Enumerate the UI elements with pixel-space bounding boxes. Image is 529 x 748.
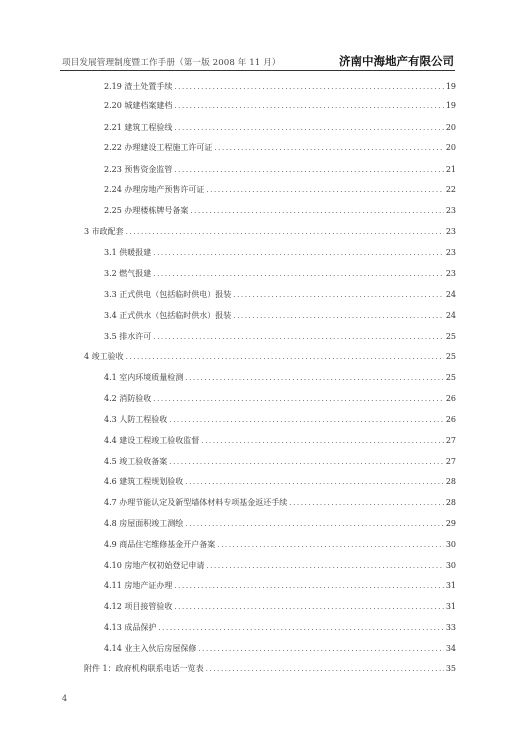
toc-entry-page: 20 (445, 143, 456, 152)
toc-entry-page: 23 (445, 206, 456, 215)
toc-entry[interactable] (104, 435, 456, 447)
toc-leader-dots (185, 372, 444, 384)
toc-entry-page: 23 (445, 227, 456, 236)
toc-leader-dots (206, 184, 443, 196)
toc-entry[interactable] (104, 331, 456, 343)
toc-entry-title: 3.2 燃气报建 (104, 269, 152, 278)
toc-entry[interactable] (104, 622, 456, 634)
toc-entry[interactable] (104, 414, 456, 426)
toc-leader-dots (153, 393, 444, 405)
toc-entry-page: 28 (445, 477, 456, 486)
toc-entry-page: 31 (445, 602, 456, 611)
toc-leader-dots (201, 435, 444, 447)
toc-entry-title: 4.14 业主入伙后房屋保修 (104, 644, 197, 653)
toc-entry[interactable] (104, 184, 456, 196)
toc-entry-title: 3.4 正式供水（包括临时供水）报装 (104, 311, 232, 320)
header-title: 项目发展管理制度暨工作手册（第一版 2008 年 11 月） (62, 58, 281, 68)
header-company: 济南中海地产有限公司 (339, 54, 454, 68)
toc-leader-dots (174, 164, 443, 176)
toc-leader-dots (126, 351, 444, 363)
toc-leader-dots (174, 601, 443, 613)
toc-entry[interactable] (104, 560, 456, 572)
toc-leader-dots (185, 476, 444, 488)
toc-entry-page: 22 (445, 185, 456, 194)
toc-entry[interactable] (104, 247, 456, 259)
toc-entry-page: 25 (445, 332, 456, 341)
toc-entry[interactable] (104, 268, 456, 280)
toc-leader-dots (158, 622, 443, 634)
toc-entry-page: 33 (445, 623, 456, 632)
toc-entry-title: 4 竣工验收 (84, 352, 124, 361)
toc-entry-page: 34 (445, 644, 456, 653)
toc-entry-title: 3 市政配套 (84, 227, 124, 236)
toc-entry-page: 25 (445, 352, 456, 361)
toc-leader-dots (217, 539, 444, 551)
header-rule (60, 70, 455, 71)
toc-entry-page: 25 (445, 373, 456, 382)
toc-entry[interactable] (84, 663, 456, 675)
toc-entry-page: 19 (445, 82, 456, 91)
toc-entry[interactable] (104, 81, 456, 93)
toc-entry-page: 31 (445, 581, 456, 590)
toc-entry[interactable] (104, 142, 456, 154)
toc-entry-title: 4.4 建设工程竣工验收监督 (104, 436, 200, 445)
toc-entry-title: 4.8 房屋面积竣工测绘 (104, 519, 184, 528)
toc-leader-dots (289, 497, 444, 509)
toc-entry-page: 19 (445, 101, 456, 110)
toc-entry[interactable] (84, 351, 456, 363)
toc-leader-dots (233, 289, 444, 301)
toc-entry[interactable] (104, 643, 456, 655)
toc-entry[interactable] (104, 205, 456, 217)
toc-leader-dots (206, 663, 444, 675)
toc-entry[interactable] (104, 476, 456, 488)
toc-entry-title: 4.12 项目接管验收 (104, 602, 173, 611)
toc-leader-dots (198, 643, 443, 655)
toc-leader-dots (174, 580, 443, 592)
toc-entry-page: 27 (445, 436, 456, 445)
toc-entry[interactable] (104, 310, 456, 322)
toc-entry-page: 21 (445, 165, 456, 174)
toc-entry-page: 30 (445, 561, 456, 570)
toc-entry-page: 26 (445, 394, 456, 403)
toc-entry[interactable] (104, 289, 456, 301)
toc-entry-page: 20 (445, 123, 456, 132)
toc-entry-page: 26 (445, 415, 456, 424)
toc-entry-title: 2.24 办理房地产预售许可证 (104, 185, 205, 194)
toc-entry[interactable] (104, 497, 456, 509)
toc-entry-title: 2.21 建筑工程验线 (104, 123, 173, 132)
toc-leader-dots (206, 560, 443, 572)
toc-entry-page: 24 (445, 290, 456, 299)
toc-leader-dots (190, 205, 443, 217)
toc-entry[interactable] (104, 539, 456, 551)
toc-entry[interactable] (104, 100, 456, 112)
toc-entry-title: 4.2 消防验收 (104, 394, 152, 403)
toc-entry-title: 附件 1：政府机构联系电话一览表 (84, 664, 204, 673)
toc-entry-title: 2.22 办理建设工程施工许可证 (104, 143, 213, 152)
toc-entry-title: 3.3 正式供电（包括临时供电）报装 (104, 290, 232, 299)
toc-entry[interactable] (104, 393, 456, 405)
toc-entry-title: 4.3 人防工程验收 (104, 415, 168, 424)
toc-entry[interactable] (104, 580, 456, 592)
toc-entry-title: 4.5 竣工验收备案 (104, 457, 168, 466)
toc-entry-title: 3.1 供暖报建 (104, 248, 152, 257)
toc-leader-dots (169, 456, 444, 468)
toc-entry-title: 3.5 排水许可 (104, 332, 152, 341)
toc-entry-title: 4.9 商品住宅维修基金开户备案 (104, 540, 216, 549)
toc-entry-title: 4.7 办理节能认定及新型墙体材料专项基金返还手续 (104, 498, 288, 507)
toc-entry-page: 28 (445, 498, 456, 507)
toc-entry[interactable] (104, 601, 456, 613)
toc-entry[interactable] (104, 372, 456, 384)
toc-entry-title: 2.19 渣土处置手续 (104, 82, 173, 91)
toc-entry-title: 4.13 成品保护 (104, 623, 157, 632)
toc-entry-page: 35 (445, 664, 456, 673)
toc-entry-title: 4.11 房地产证办理 (104, 581, 173, 590)
page-number: 4 (62, 694, 68, 703)
toc-leader-dots (153, 331, 444, 343)
toc-entry-page: 24 (445, 311, 456, 320)
toc-entry-page: 23 (445, 269, 456, 278)
toc-entry-page: 30 (445, 540, 456, 549)
toc-entry-page: 23 (445, 248, 456, 257)
toc-leader-dots (169, 414, 444, 426)
toc-leader-dots (174, 122, 443, 134)
toc-entry-title: 4.6 建筑工程规划验收 (104, 477, 184, 486)
toc-leader-dots (214, 142, 443, 154)
toc-entry[interactable] (104, 456, 456, 468)
toc-entry-title: 2.23 预售资金监管 (104, 165, 173, 174)
toc-entry-page: 29 (445, 519, 456, 528)
toc-entry-title: 4.1 室内环境质量检测 (104, 373, 184, 382)
toc-entry-title: 4.10 房地产权初始登记申请 (104, 561, 205, 570)
toc-entry[interactable] (104, 164, 456, 176)
toc-entry[interactable] (104, 122, 456, 134)
toc-entry[interactable] (84, 226, 456, 238)
toc-leader-dots (185, 518, 444, 530)
toc-leader-dots (174, 81, 443, 93)
toc-entry-page: 27 (445, 457, 456, 466)
toc-leader-dots (153, 268, 444, 280)
toc-leader-dots (174, 100, 443, 112)
toc-entry-title: 2.25 办理楼栋牌号备案 (104, 206, 189, 215)
toc-leader-dots (233, 310, 444, 322)
toc-leader-dots (126, 226, 444, 238)
toc-entry-title: 2.20 城建档案建档 (104, 101, 173, 110)
toc-leader-dots (153, 247, 444, 259)
toc-entry[interactable] (104, 518, 456, 530)
